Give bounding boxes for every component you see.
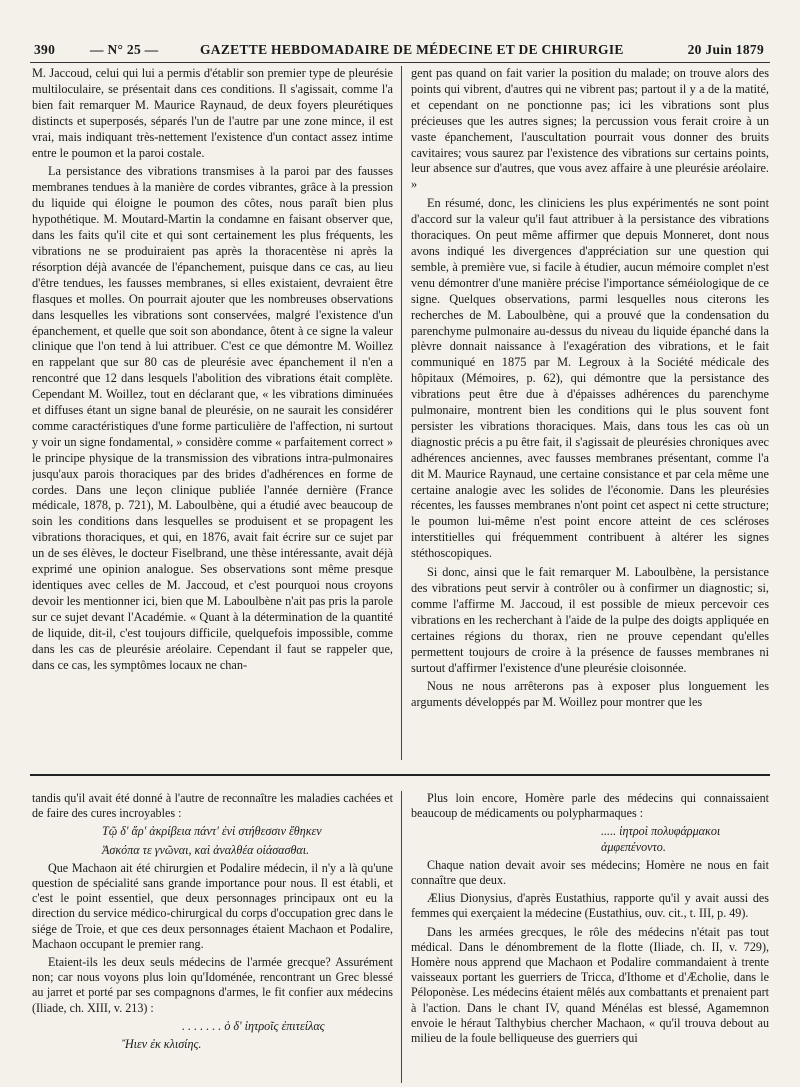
- paragraph: Etaient-ils les deux seuls médecins de l'armée grecque? Assurément non; car nous voyons plus loin qu'Idoménée, rencontrant un Grec blessé au jarret et porté par ses compagnons d'armes, le fit confier aux médecins (Iliade, ch. XIII, v. 213) :: [32, 955, 393, 1015]
- paragraph: M. Jaccoud, celui qui lui a permis d'établir son premier type de pleurésie multiloculaire, se présentait dans ces conditions. Il s'agissait, comme l'a bien fait remarquer M. Maurice Raynaud, de deux foyers pleurétiques distincts et superposés, séparés l'un de l'autre par une zone mince, il est vrai, mais indiquant très-nettement l'existence d'un contact assez intime entre le poumon et la paroi costale.: [32, 66, 393, 160]
- running-header: [30, 40, 770, 63]
- paragraph: Plus loin encore, Homère parle des médecins qui connaissaient beaucoup de médicaments ou polypharmaques :: [411, 791, 769, 821]
- greek-verse: Ἤιεν ἐκ κλισίης.: [122, 1037, 202, 1052]
- paragraph: tandis qu'il avait été donné à l'autre de reconnaître les maladies cachées et de faire des cures incroyables :: [32, 791, 393, 821]
- column-left-bottom: [32, 791, 393, 1081]
- issue-number: — N° 25 —: [90, 42, 159, 57]
- paragraph: Si donc, ainsi que le fait remarquer M. Laboulbène, la persistance des vibrations peut servir à contrôler ou à confirmer un diagnostic; si, comme l'affirme M. Jaccoud, il est possible de mieux percevoir ces vibrations en les recherchant à l'aide de la pulpe des doigts appliquée en certaines régions du thorax, rien ne prouve cependant qu'elles permettent toujours de croire à la présence de fausses membranes ni surtout d'affirmer l'existence d'une pleurésie cloisonnée.: [411, 565, 769, 675]
- paragraph: Chaque nation devait avoir ses médecins; Homère ne nous en fait connaître que deux.: [411, 857, 769, 888]
- page-number: 390: [34, 42, 56, 57]
- greek-verse: Τῷ δ' ἄρ' ἀκρίβεια πάντ' ἐνὶ στήθεσσιν ἔθηκεν: [102, 824, 322, 839]
- column-right-top: [411, 66, 769, 760]
- column-divider: [401, 66, 402, 760]
- paragraph: La persistance des vibrations transmises à la paroi par des fausses membranes tendues à la manière de cordes vibrantes, grâce à la pression du liquide qui éloigne le poumon des côtes, nous paraît bien plus hypothétique. M. Moutard-Martin la condamne en faisant observer que, dans les faits qu'il cite et qui sont certainement les plus fréquents, les vibrations ne se produiraient pas après la thoracentèse ni après la résorption déjà avancée de l'épanchement, puisque dans ce cas, au lieu d'être tendues, les fausses membranes, si elles existaient, devraient être flasques et molles. On pourrait ajouter que les nombreuses observations dans lesquelles les vibrations sont conservées, malgré l'existence d'un épanchement, et quelle que soit son abondance, ôtent à ce signe la valeur clinique que l'on tend à lui attribuer. C'est ce que démontre M. Woillez en rappelant que sur 80 cas de pleurésie avec épanchement il n'en a rencontré que 12 dans lesquels l'abolition des vibrations était complète. Cependant M. Woillez, tout en déclarant que, « les vibrations diminuées et diffuses étant un signe banal de pleurésie, on ne saurait les considérer comme caractéristiques d'une forme particulière de l'affection, ni surtout y voir un signe fondamental, » considère comme « parfaitement correct » le principe physique de la transmission des vibrations intra-pulmonaires jusqu'aux parois thoraciques par des brides d'adhérences en forme de cordes. Dans une leçon clinique publiée l'année dernière (France médicale, 1878, p. 721), M. Laboulbène, qui a étudié avec beaucoup de soin les conditions dans lesquelles se produisent et se propagent les vibrations thoraciques, et qui, en 1876, avait fait écrire sur ce sujet par un de ses élèves, le docteur Fiselbrand, une thèse intéressante, avait déjà exprimé une opinion analogue. Ses observations sont même presque identiques avec celles de M. Jaccoud, et c'est pourquoi nous croyons devoir les mentionner ici, bien que M. Laboulbène n'ait pas pris la parole sur ce sujet devant l'Académie. « Quant à la détermination de la quantité de liquide, dit-il, c'est toujours difficile, quelquefois impossible, comme dans les cas de pleurésie aréolaire. Cependant il faut se rappeler que, dans ce cas, les symptômes locaux ne chan-: [32, 164, 393, 672]
- issue-date: 20 Juin 1879: [687, 42, 764, 57]
- journal-title: GAZETTE HEBDOMADAIRE DE MÉDECINE ET DE CHIRURGIE: [200, 42, 624, 57]
- column-divider: [401, 791, 402, 1083]
- paragraph: gent pas quand on fait varier la position du malade; on trouve alors des points qui vibrent, d'autres qui ne vibrent pas; partout il y a de la matité, et cependant on ne ponctionne pas; ici les vibrations sont plus précieuses que les autres signes; la percussion vous ferait croire à un vaste épanchement, l'auscultation pourrait vous donner des bruits cavitaires; vous saurez par l'existence des vibrations sur certains points, leur absence sur d'autres, que vous avez affaire à une pleurésie aréolaire. »: [411, 66, 769, 192]
- greek-verse: . . . . . . . ὁ δ' ἰητροῖς ἐπιτείλας: [182, 1018, 325, 1033]
- paragraph: Que Machaon ait été chirurgien et Podalire médecin, il n'y a là qu'une question de spécialité sans grande importance pour nous. Il est établi, et c'est le point essentiel, que deux personnages principaux ont eu la direction du service médico-chirurgical du corps d'occupation grec dans le siége de Troie, et que ces deux personnages étaient Machaon et Podalire, Machaon occupant le premier rang.: [32, 860, 393, 951]
- paragraph: Dans les armées grecques, le rôle des médecins n'était pas tout médical. Dans le dénombrement de la flotte (Iliade, ch. II, v. 729), Homère nous apprend que Machaon et Podalire commandaient à trente vaisseaux portant les guerriers de Tricca, d'Ithome et d'Æcholie, dans le Péloponèse. Les médecins étaient mêlés aux combattants et prenaient part à l'action. Dans le chant IV, quand Ménélas est blessé, Agamemnon envoie le héraut Talthybius chercher Machaon, « qu'il trouva debout au milieu de la foule belliqueuse des guerriers qui: [411, 924, 769, 1046]
- greek-verse: Ἀσκόπα τε γνῶναι, καὶ ἀναλθέα οἰάσασθαι.: [102, 842, 310, 857]
- column-right-bottom: [411, 791, 769, 1081]
- paragraph: Nous ne nous arrêterons pas à exposer plus longuement les arguments développés par M. Woillez pour montrer que les: [411, 679, 769, 710]
- paragraph: En résumé, donc, les cliniciens les plus expérimentés ne sont point d'accord sur la valeur qu'il faut attribuer à la persistance des vibrations thoraciques. On peut même affirmer que depuis Monneret, dont nous avons indiqué les divergences d'appréciation sur une question qui semble, à première vue, si facile à étudier, aucun mémoire complet n'est venu démontrer d'une manière précise l'importance séméiologique de ce signe. Quelques observations, parmi lesquelles nous citerons les recherches de M. Laboulbène, qui a prouvé que la condensation du parenchyme pulmonaire au-dessus du niveau du liquide épanché dans la plèvre donnait naissance à l'exagération des vibrations, et le fait communiqué en 1875 par M. Legroux à la Société médicale des hôpitaux (Mémoires, p. 62), qui démontre que la persistance des vibrations peut être due à d'épaisses adhérences du parenchyme pulmonaire, montrent bien les conditions qui le plus souvent font persister les vibrations thoraciques. Mais, dans tous les cas où un diagnostic précis a pu être fait, il s'agissait de pleurésies chroniques avec adhérences anciennes, avec fausses membranes présentant, comme l'a dit M. Maurice Raynaud, une certaine consistance et par cela même une certaine analogie avec les solides de l'économie. Dans les pleurésies récentes, les fausses membranes n'ont point cet aspect ni cette structure; le poumon lui-même n'est point encore atteint de ces scléroses interstitielles qui fréquemment contribuent à altérer les signes stéthoscopiques.: [411, 196, 769, 561]
- paragraph: Ælius Dionysius, d'après Eustathius, rapporte qu'il y avait aussi des femmes qui exerçaient la médecine (Eustathius, ouv. cit., t. III, p. 49).: [411, 891, 769, 921]
- greek-verse: ..... ἰητροὶ πολυφάρμακοι ἀμφεπένοντο.: [601, 824, 721, 854]
- section-divider: [30, 774, 770, 776]
- column-left-top: [32, 66, 393, 760]
